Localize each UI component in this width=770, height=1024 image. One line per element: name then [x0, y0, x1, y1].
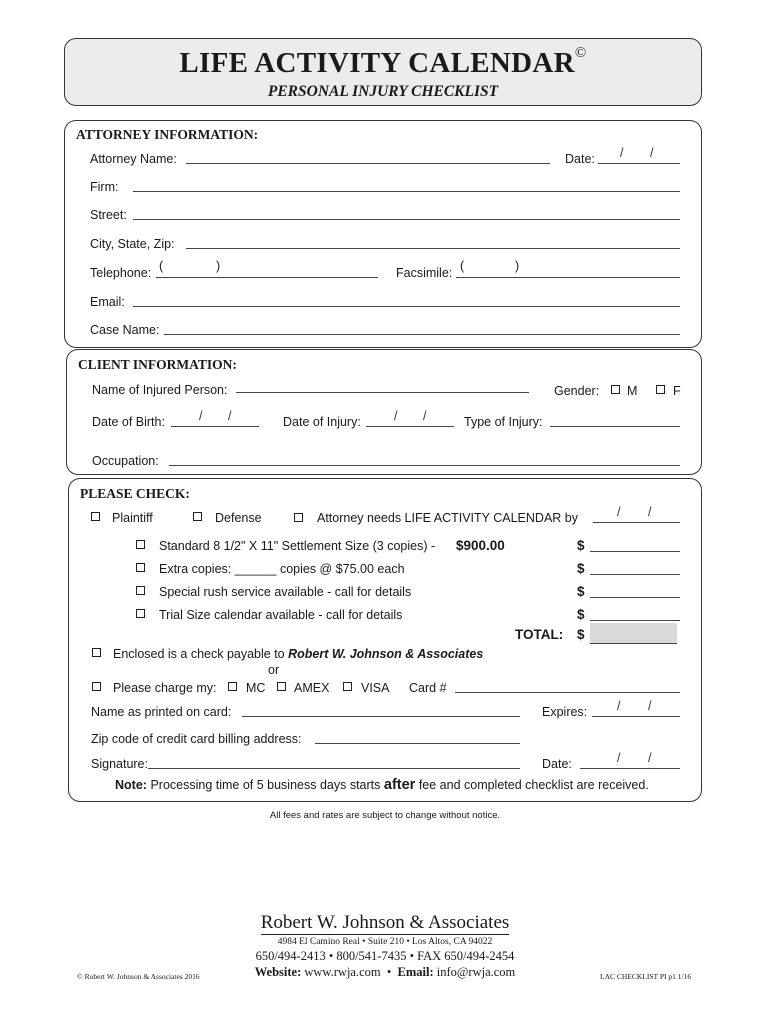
trial-amount-field[interactable]: [590, 620, 680, 621]
extra-copies-checkbox[interactable]: [136, 563, 145, 572]
signature-date-label: Date:: [542, 757, 572, 771]
billing-zip-label: Zip code of credit card billing address:: [91, 732, 302, 746]
date-slash: /: [648, 751, 652, 765]
signature-field[interactable]: [148, 768, 520, 769]
needs-by-date-field[interactable]: [593, 522, 680, 523]
defense-label: Defense: [215, 511, 262, 525]
company-phones: 650/494-2413 • 800/541-7435 • FAX 650/494-2454: [255, 949, 515, 963]
attorney-name-field[interactable]: [186, 163, 550, 164]
total-amount-field[interactable]: [590, 623, 677, 644]
gender-label: Gender:: [554, 384, 600, 398]
paren: ): [216, 259, 221, 273]
company-address: 4984 El Camino Real • Suite 210 • Los Altos, CA 94022: [277, 937, 493, 947]
charge-card-label: Please charge my:: [113, 681, 217, 695]
gender-male-label: M: [627, 384, 638, 398]
visa-label: VISA: [361, 681, 390, 695]
standard-size-label: Standard 8 1/2" X 11" Settlement Size (3 copies) -: [159, 539, 436, 553]
signature-label: Signature:: [91, 757, 148, 771]
date-slash: /: [648, 505, 652, 519]
footer-copyright: © Robert W. Johnson & Associates 2016: [77, 972, 200, 981]
page-title: LIFE ACTIVITY CALENDAR©: [179, 45, 587, 79]
or-label: or: [268, 663, 280, 677]
attorney-section-title: ATTORNEY INFORMATION:: [76, 127, 259, 142]
defense-checkbox[interactable]: [193, 512, 202, 521]
needs-by-checkbox[interactable]: [294, 513, 303, 522]
date-slash: /: [423, 409, 427, 423]
telephone-label: Telephone:: [90, 266, 152, 280]
billing-zip-field[interactable]: [315, 743, 520, 744]
attorney-name-label: Attorney Name:: [90, 152, 177, 166]
doi-field[interactable]: [366, 426, 454, 427]
processing-note: Note: Processing time of 5 business days starts after fee and completed checklist are received.: [115, 777, 649, 793]
standard-amount-field[interactable]: [590, 551, 680, 552]
form-code: LAC CHECKLIST PI p1 1/16: [600, 972, 692, 981]
city-field[interactable]: [186, 248, 680, 249]
date-slash: /: [650, 146, 654, 160]
disclaimer: All fees and rates are subject to change without notice.: [269, 810, 501, 821]
dob-label: Date of Birth:: [92, 415, 165, 429]
plaintiff-checkbox[interactable]: [91, 512, 100, 521]
gender-female-label: F: [673, 384, 681, 398]
dollar-sign: $: [577, 607, 585, 622]
check-section-title: PLEASE CHECK:: [80, 486, 190, 501]
dollar-sign: $: [577, 627, 585, 642]
rush-amount-field[interactable]: [590, 597, 680, 598]
extra-amount-field[interactable]: [590, 574, 680, 575]
card-number-label: Card #: [409, 681, 447, 695]
website-link[interactable]: www.rwja.com: [304, 965, 381, 979]
extra-copies-label: Extra copies: ______ copies @ $75.00 each: [159, 562, 405, 576]
mc-checkbox[interactable]: [228, 682, 237, 691]
enclosed-check-checkbox[interactable]: [92, 648, 101, 657]
date-slash: /: [648, 699, 652, 713]
total-label: TOTAL:: [515, 627, 564, 642]
expires-field[interactable]: [592, 716, 680, 717]
rush-checkbox[interactable]: [136, 586, 145, 595]
gender-male-checkbox[interactable]: [611, 385, 620, 394]
needs-by-label: Attorney needs LIFE ACTIVITY CALENDAR by: [317, 511, 578, 525]
injury-type-label: Type of Injury:: [464, 415, 543, 429]
doi-label: Date of Injury:: [283, 415, 361, 429]
email-link[interactable]: info@rwja.com: [436, 965, 516, 979]
occupation-field[interactable]: [169, 465, 680, 466]
title-box: [64, 38, 702, 106]
copyright-mark: ©: [574, 45, 587, 61]
expires-label: Expires:: [542, 705, 588, 719]
date-slash: /: [394, 409, 398, 423]
dob-field[interactable]: [171, 426, 259, 427]
date-slash: /: [199, 409, 203, 423]
street-label: Street:: [90, 208, 127, 222]
fax-field[interactable]: [456, 277, 680, 278]
date-slash: /: [617, 751, 621, 765]
paren: ): [515, 259, 520, 273]
dollar-sign: $: [577, 561, 585, 576]
trial-size-label: Trial Size calendar available - call for details: [159, 608, 403, 622]
firm-field[interactable]: [133, 191, 680, 192]
extra-copies-blank[interactable]: ______: [234, 562, 277, 576]
attorney-date-label: Date:: [565, 152, 595, 166]
email-field[interactable]: [133, 306, 680, 307]
plaintiff-label: Plaintiff: [112, 511, 153, 525]
injury-type-field[interactable]: [550, 426, 680, 427]
dollar-sign: $: [577, 538, 585, 553]
payee-name: Robert W. Johnson & Associates: [288, 647, 484, 661]
company-web-line: Website: www.rwja.com • Email: info@rwja.com: [254, 965, 516, 979]
email-label: Email:: [90, 295, 125, 309]
injured-name-field[interactable]: [236, 392, 529, 393]
trial-size-checkbox[interactable]: [136, 609, 145, 618]
mc-label: MC: [246, 681, 266, 695]
visa-checkbox[interactable]: [343, 682, 352, 691]
street-field[interactable]: [133, 219, 680, 220]
fax-label: Facsimile:: [396, 266, 453, 280]
card-number-field[interactable]: [455, 692, 680, 693]
paren: (: [460, 259, 465, 273]
enclosed-check-label: Enclosed is a check payable to Robert W. Johnson & Associates: [113, 647, 484, 661]
page-subtitle: PERSONAL INJURY CHECKLIST: [267, 83, 499, 100]
date-slash: /: [620, 146, 624, 160]
amex-checkbox[interactable]: [277, 682, 286, 691]
dollar-sign: $: [577, 584, 585, 599]
occupation-label: Occupation:: [92, 454, 159, 468]
standard-size-checkbox[interactable]: [136, 540, 145, 549]
rush-label: Special rush service available - call for details: [159, 585, 412, 599]
city-label: City, State, Zip:: [90, 237, 175, 251]
company-name: Robert W. Johnson & Associates: [260, 912, 510, 933]
client-section-title: CLIENT INFORMATION:: [78, 357, 237, 372]
date-slash: /: [617, 505, 621, 519]
paren: (: [159, 259, 164, 273]
amex-label: AMEX: [294, 681, 330, 695]
name-on-card-field[interactable]: [242, 716, 520, 717]
date-slash: /: [617, 699, 621, 713]
signature-date-field[interactable]: [580, 768, 680, 769]
standard-price: $900.00: [456, 538, 505, 553]
telephone-field[interactable]: [156, 277, 378, 278]
charge-card-checkbox[interactable]: [92, 682, 101, 691]
gender-female-checkbox[interactable]: [656, 385, 665, 394]
injured-name-label: Name of Injured Person:: [92, 383, 228, 397]
case-name-field[interactable]: [164, 334, 680, 335]
attorney-date-field[interactable]: [598, 163, 680, 164]
date-slash: /: [228, 409, 232, 423]
name-on-card-label: Name as printed on card:: [91, 705, 232, 719]
firm-label: Firm:: [90, 180, 119, 194]
case-name-label: Case Name:: [90, 323, 160, 337]
